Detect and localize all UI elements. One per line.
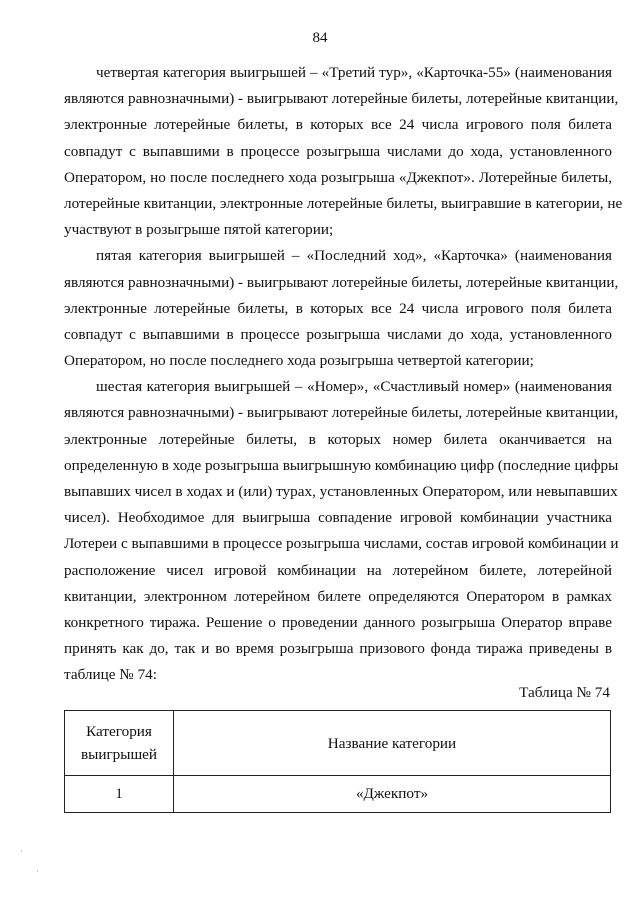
text-line: являются равнозначными) - выигрывают лотерейные билеты, лотерейные квитанции, [64, 404, 619, 422]
paragraph-sixth-category [64, 374, 619, 688]
text-line: принять как до, так и во время розыгрыша призового фонда тиража приведены в [64, 640, 612, 658]
table-caption: Таблица № 74 [519, 684, 610, 701]
header-category-line: Категория [86, 723, 152, 740]
text-line: лотерейные квитанции, электронные лотерейные билеты, выигравшие в категории, не [64, 194, 623, 212]
cell-category-number: 1 [65, 776, 174, 813]
text-line: конкретного тиража. Решение о проведении данного розыгрыша Оператор вправе [64, 613, 612, 631]
text-line: шестая категория выигрышей – «Номер», «Счастливый номер» (наименования [96, 378, 612, 396]
page-number: 84 [312, 30, 328, 46]
text-line: являются равнозначными) - выигрывают лотерейные билеты, лотерейные квитанции, [64, 90, 619, 108]
text-line: Лотереи с выпавшими в процессе розыгрыша числами, состав игровой комбинации и [64, 535, 619, 553]
text-line: квитанции, электронном лотерейном билете определяются Оператором в рамках [64, 587, 612, 605]
text-line: Оператором, но после последнего хода розыгрыша четвертой категории; [64, 352, 534, 370]
text-line: электронные лотерейные билеты, в которых все 24 числа игрового поля билета [64, 299, 612, 317]
text-line: чисел). Необходимое для выигрыша совпадение игровой комбинации участника [64, 509, 612, 527]
text-line: Оператором, но после последнего хода розыгрыша «Джекпот». Лотерейные билеты, [64, 168, 612, 186]
header-cell-name: Название категории [174, 711, 611, 776]
text-line: совпадут с выпавшими в процессе розыгрыша числами до хода, установленного [64, 325, 612, 343]
header-cell-category [65, 711, 174, 776]
text-line: участвуют в розыгрыше пятой категории; [64, 221, 334, 239]
text-line: четвертая категория выигрышей – «Третий тур», «Карточка-55» (наименования [96, 64, 612, 81]
text-line: пятая категория выигрышей – «Последний ход», «Карточка» (наименования [96, 247, 612, 265]
text-line: таблице № 74: [64, 666, 157, 684]
text-line: электронные лотерейные билеты, в которых все 24 числа игрового поля билета [64, 116, 612, 134]
paragraph-fourth-category [64, 60, 623, 243]
table-row [65, 776, 611, 813]
text-line: определенную в ходе розыгрыша выигрышную комбинацию цифр (последние цифры [64, 456, 619, 474]
text-line: расположение чисел игровой комбинации на лотерейном билете, лотерейной [64, 561, 612, 579]
text-line: выпавших чисел в ходах и (или) турах, установленных Оператором, или невыпавших [64, 483, 618, 500]
paragraph-fifth-category [64, 243, 619, 374]
text-line: электронные лотерейные билеты, в которых номер билета оканчивается на [64, 430, 612, 448]
text-line: являются равнозначными) - выигрывают лотерейные билеты, лотерейные квитанции, [64, 273, 619, 291]
scan-mark: · [20, 846, 23, 856]
scan-mark: · [36, 866, 39, 876]
header-category-line: выигрышей [80, 746, 158, 763]
cell-category-name: «Джекпот» [174, 776, 611, 813]
document-body [64, 60, 623, 689]
prize-category-table [64, 710, 611, 813]
text-line: совпадут с выпавшими в процессе розыгрыша числами до хода, установленного [64, 142, 612, 160]
table-header-row [65, 711, 611, 776]
